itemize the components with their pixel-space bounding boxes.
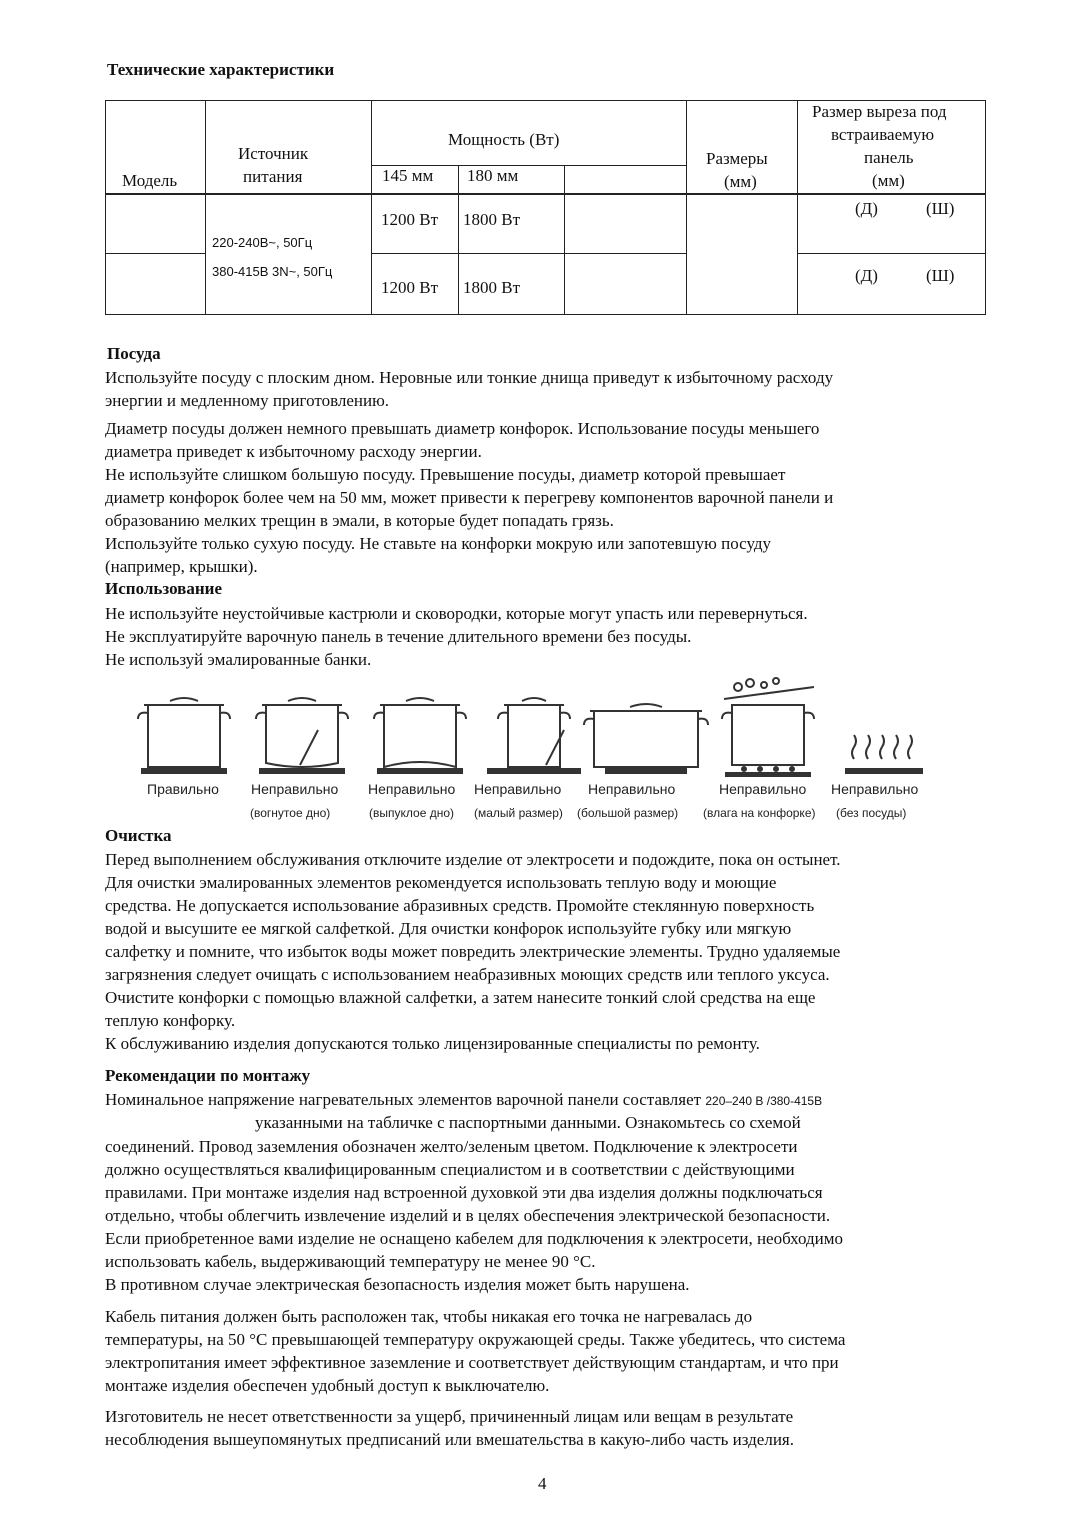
row2-width: (Ш) [926, 266, 955, 285]
caption-label-1: Правильно [147, 781, 219, 797]
caption-label-7: Неправильно [831, 781, 919, 797]
row1-length: (Д) [855, 199, 878, 218]
pot-moisture-icon [722, 678, 814, 776]
installation-paragraph-2: Кабель питания должен быть расположен так, чтобы никакая его точка не нагревалась до температуры, на 50 °C превышающей температуру окружающей среды. Также убедитесь, что система электропитания имеет эффективное заземление и соответствует действующим стандартам, и что при монтаже изделия обеспечен удобный доступ к выключателю. [105, 1307, 846, 1395]
pot-large-icon [584, 704, 708, 773]
caption-sub-5: (большой размер) [577, 806, 679, 820]
installation-line-2: указанными на табличке с паспортными данными. Ознакомьтесь со схемой [255, 1113, 801, 1132]
header-cutout-4: (мм) [872, 171, 905, 190]
caption-sub-6: (влага на конфорке) [703, 806, 816, 820]
voltage-value: 220–240 В /380-415В [705, 1094, 823, 1108]
caption-label-4: Неправильно [474, 781, 562, 797]
cookware-illustrations [130, 675, 930, 785]
row2-length: (Д) [855, 266, 878, 285]
cleaning-paragraph: Перед выполнением обслуживания отключите изделие от электросети и подождите, пока он остынет. Для очистки эмалированных элементов рекомендуется использовать теплую воду и моющие средства. Не допускается использование абразивных средств. Промойте стеклянную поверхность водой и высушите ее мягкой салфеткой. Для очистки конфорок используйте губку или мягкую салфетку и помните, что избыток воды может повредить электрические элементы. Трудно удаляемые загрязнения следует очищать с использованием неабразивных моющих средств или теплого уксуса. Очистите конфорки с помощью влажной салфетки, а затем нанесите тонкий слой средства на еще теплую конфорку. К обслуживанию изделия допускаются только лицензированные специалисты по ремонту. [105, 850, 841, 1053]
caption-sub-3: (выпуклое дно) [369, 806, 454, 820]
header-source-2: питания [243, 167, 303, 186]
pot-small-icon [488, 698, 580, 773]
header-dimensions-1: Размеры [706, 149, 768, 168]
row1-p180: 1800 Вт [463, 210, 521, 229]
header-model: Модель [122, 171, 178, 190]
cookware-paragraph-1: Используйте посуду с плоским дном. Неровные или тонкие днища приведут к избыточному расходу энергии и медленному приготовлению. [105, 368, 834, 410]
cookware-heading: Посуда [107, 344, 161, 363]
header-cutout-2: встраиваемую [831, 125, 935, 144]
row1-source: 220-240В~, 50Гц [212, 235, 313, 250]
pot-concave-icon [256, 698, 348, 773]
usage-paragraph: Не используйте неустойчивые кастрюли и сковородки, которые могут упасть или перевернуться. Не эксплуатируйте варочную панель в течение длительного времени без посуды. Не используй эмалированные банки. [105, 604, 808, 669]
page-number: 4 [538, 1474, 547, 1493]
row1-p145: 1200 Вт [381, 210, 439, 229]
header-power: Мощность (Вт) [448, 130, 560, 149]
installation-paragraph-1: соединений. Провод заземления обозначен желто/зеленым цветом. Подключение к электросети должно осуществляться квалифицированным специалистом и в соответствии с действующими правилами. При монтаже изделия над встроенной духовкой эти два изделия должны подключаться отдельно, чтобы облегчить извлечение изделий и в целях обеспечения электрической безопасности. Если приобретенное вами изделие не оснащено кабелем для подключения к электросети, необходимо использовать кабель, выдерживающий температуру не менее 90 °C. В противном случае электрическая безопасность изделия может быть нарушена. [105, 1137, 843, 1294]
pot-correct-icon [138, 698, 230, 773]
row2-source: 380-415В 3N~, 50Гц [212, 264, 333, 279]
row1-width: (Ш) [926, 199, 955, 218]
spec-table [0, 0, 1089, 330]
caption-sub-4: (малый размер) [474, 806, 563, 820]
usage-heading: Использование [105, 579, 222, 598]
hot-plate-empty-icon [846, 735, 922, 773]
caption-sub-7: (без посуды) [836, 806, 907, 820]
header-source-1: Источник [238, 144, 309, 163]
caption-label-2: Неправильно [251, 781, 339, 797]
caption-sub-2: (вогнутое дно) [250, 806, 331, 820]
header-dimensions-2: (мм) [724, 172, 757, 191]
installation-line-1: Номинальное напряжение нагревательных элементов варочной панели составляет 220–240 В /380-415В [105, 1090, 823, 1109]
row2-p145: 1200 Вт [381, 278, 439, 297]
cookware-paragraph-2: Диаметр посуды должен немного превышать диаметр конфорок. Использование посуды меньшего диаметра приведет к избыточному расходу энергии. Не используйте слишком большую посуду. Превышение посуды, диаметр которой превышает диаметр конфорок более чем на 50 мм, может привести к перегреву компонентов варочной панели и образованию мелких трещин в эмали, в которые будет попадать грязь. Используйте только сухую посуду. Не ставьте на конфорки мокрую или запотевшую посуду (например, крышки). [105, 419, 834, 576]
pot-convex-icon [374, 698, 466, 773]
header-145: 145 мм [382, 166, 434, 185]
header-180: 180 мм [467, 166, 519, 185]
installation-paragraph-3: Изготовитель не несет ответственности за ущерб, причиненный лицам или вещам в результате несоблюдения вышеупомянутых предписаний или вмешательства в какую-либо часть изделия. [105, 1407, 794, 1449]
caption-label-5: Неправильно [588, 781, 676, 797]
caption-label-6: Неправильно [719, 781, 807, 797]
caption-label-3: Неправильно [368, 781, 456, 797]
header-cutout-3: панель [864, 148, 914, 167]
header-cutout-1: Размер выреза под [812, 102, 947, 121]
page-title: Технические характеристики [107, 60, 335, 79]
row2-p180: 1800 Вт [463, 278, 521, 297]
cleaning-heading: Очистка [105, 826, 172, 845]
installation-heading: Рекомендации по монтажу [105, 1066, 311, 1085]
